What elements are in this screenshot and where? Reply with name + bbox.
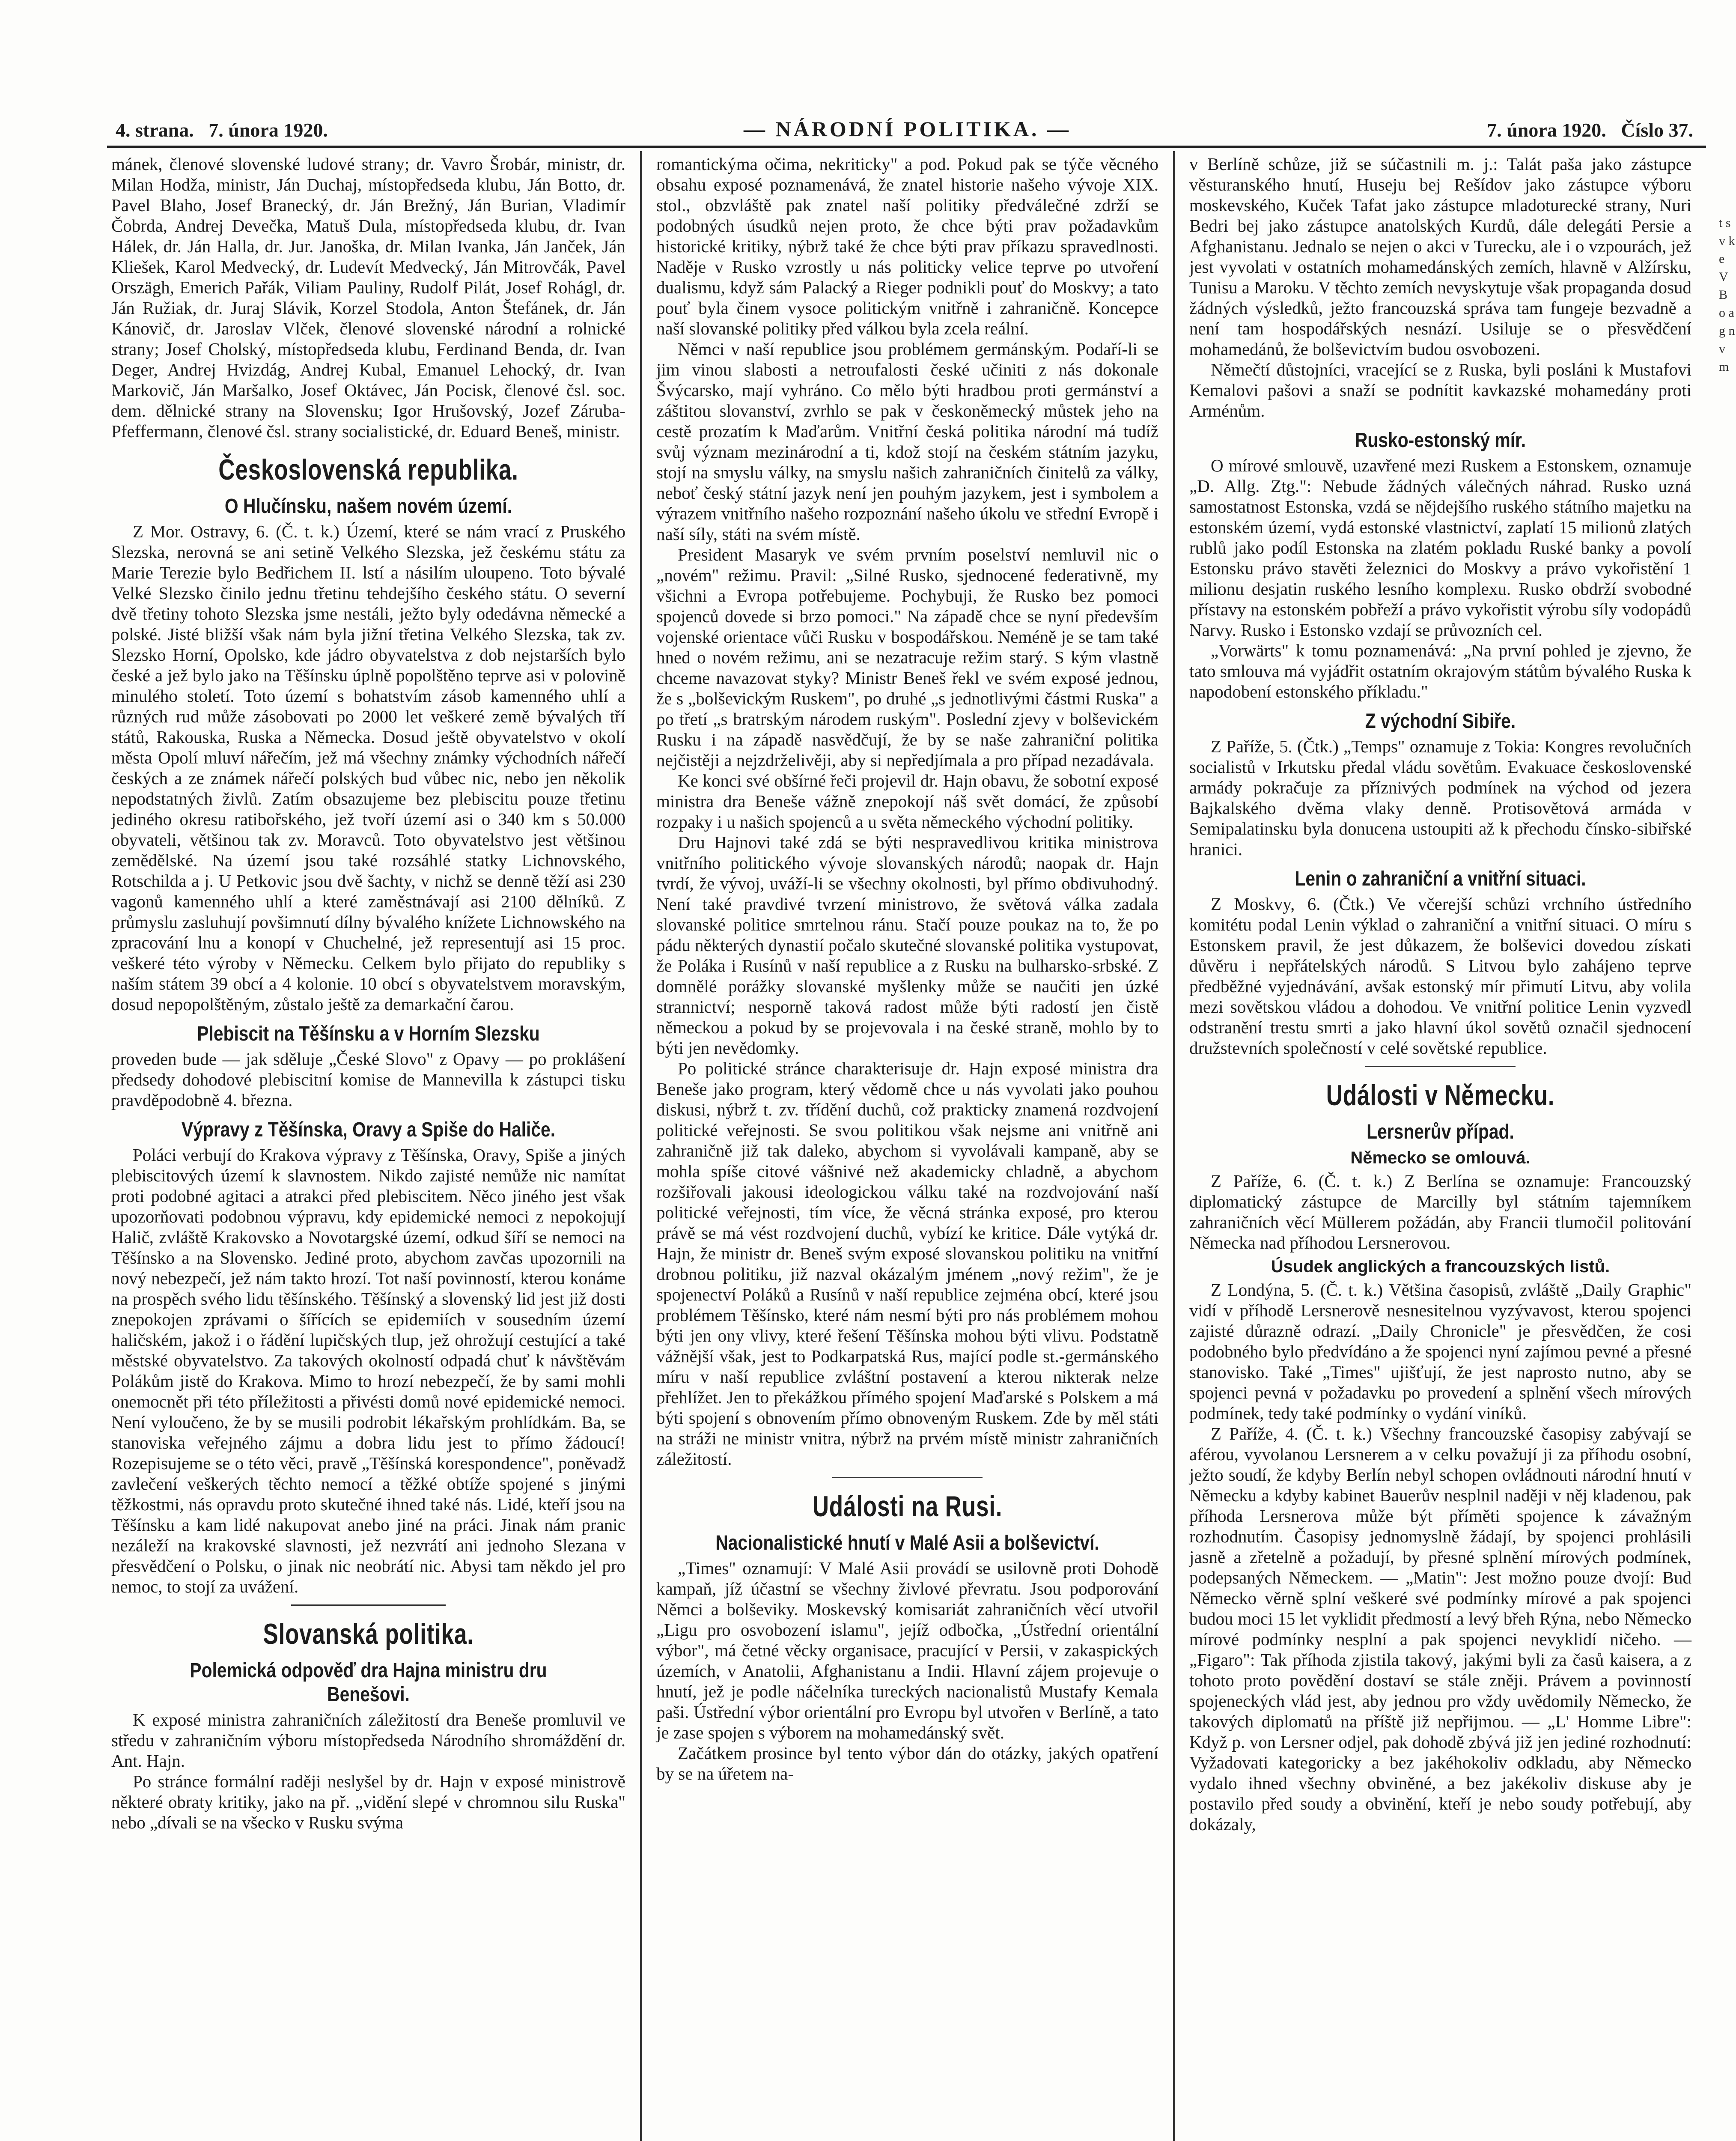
divider <box>832 1477 983 1478</box>
article-heading: Z východní Sibiře. <box>1365 710 1516 733</box>
page-header <box>107 107 1706 148</box>
article-text: Z Londýna, 5. (Č. t. k.) Většina časopisů, zvláště „Daily Graphic" vidí v příhodě Lersnerově nesnesitelnou vyzývavost, kterou spojenci zajisté důrazně odrazí. „Daily Chronicle" je přesvědčen, že cosi podobného bylo předvídáno a že spojenci nyní zajímou pevné a přesné stanovisko. Také „Times" ujišťují, že jest naprosto nutno, aby se spojenci pevná v požadavku po provedení a splnění všech mírových podmínek, tedy také podmínky o vydání viníků. <box>1189 1280 1691 1423</box>
article-text: Dru Hajnovi také zdá se býti nespravedlivou kritika ministrova vnitřního politického vývoje slovanských národů; naopak dr. Hajn tvrdí, že vývoj, uváží-li se všechny okolnosti, byl přímo obdivuhodný. Není také pravdivé tvrzení ministrovo, že světová válka zadala slovanské politice smrtelnou ránu. Stačí pouze poukaz na to, že po pádu některých dynastií počalo skutečné slovanské politika vystupovat, že Poláka i Rusínů v naší republice a z Rusku na bulharsko-srbské. Z domnělé porážky slovanské myšlenky může se naučiti jen úzké strannictví; nesporně taková radost může býti radostí jen čistě německou a pokud by se projevovala i na české straně, mohlo by to býti jen nevědomky. <box>656 832 1158 1058</box>
article-subheading: Úsudek anglických a francouzských listů. <box>1271 1257 1610 1276</box>
article-heading: Polemická odpověď dra Hajna ministru dru Benešovi. <box>190 1659 547 1706</box>
article-text: proveden bude — jak sděluje „České Slovo" z Opavy — po proklášení předsedy dohodové plebiscitní komise de Mannevilla k zástupci tisku pravděpodobně 4. března. <box>111 1049 625 1110</box>
article-text: K exposé ministra zahraničních záležitostí dra Beneše promluvil ve středu v zahraničním výboru místopředseda Národního shromáždění dr. Ant. Hajn. <box>111 1710 625 1771</box>
article-heading: Plebiscit na Těšínsku a v Horním Slezsku <box>197 1023 540 1045</box>
column-3 <box>1173 151 1706 2141</box>
article-text: „Vorwärts" k tomu poznamenává: „Na první pohled je zjevno, že tato smlouva má vyjádřit ostatním okrajovým státům bývalého Ruska k napodobení estonského příkladu." <box>1189 641 1691 701</box>
article-heading: O Hlučínsku, našem novém území. <box>224 495 512 518</box>
section-heading: Československá republika. <box>218 453 518 486</box>
adjacent-page-edge: t s v k e V B o a g n v m <box>1719 216 1735 374</box>
masthead-title: — NÁRODNÍ POLITIKA. — <box>744 117 1071 141</box>
article-text: romantickýma očima, nekriticky" a pod. Pokud pak se týče věcného obsahu exposé poznamenává, že znatel historie našeho vývoje XIX. stol., obzvláště pak znatel naší politiky předválečné zdrží se podobných úsudků nejen proto, že chce býti prav požadavkům historické kritiky, nýbrž také že chce býti prav příkazu spravedlnosti. Naděje v Rusko vzrostly u nás politicky velice teprve po utvoření dualismu, když sám Palacký a Rieger podnikli pouť do Moskvy; a tato pouť byla činem vysoce politickým vnitřně i zahraničně. Koncepce naší slovanské politiky před válkou byla zcela reální. <box>656 154 1158 338</box>
header-date-left: 7. února 1920. <box>208 119 328 141</box>
article-text: President Masaryk ve svém prvním poselství nemluvil nic o „novém" režimu. Pravil: „Silné Rusko, sjednocené federativně, my všichni a Evropa potřebujeme. Pochybuji, že Rusko bez pomoci spojenců dovede si brzo pomoci." Na západě chce se nyní především vojenské orientace vůči Rusku v bospodářskou. Neméně je se tam také hned o novém režimu, ani se nezatracuje režim starý. S kým vlastně chceme navazovat styky? Ministr Beneš řekl ve svém exposé jednou, že s „bolševickým Ruskem", po druhé „s jednotlivými částmi Ruska" a po třetí „s bratrským národem ruským". Poslední zjevy v bolševickém Rusku i na západě nasvědčují, že by se naše zahraniční politika nejčistěji a nejzdrželivěji, aby si nepředjímala a pro případ nezadávala. <box>656 545 1158 770</box>
article-text: Němci v naší republice jsou problémem germánským. Podaří-li se jim vinou slabosti a netroufalosti české učiniti z nás dokonale Švýcarsko, mají vyhráno. Co mělo býti hradbou proti germánství a záštitou slovanství, zvrhlo se pak v českoněmecký můstek jeho na cestě prozatím k Maďarům. Vnitřní česká politika národní má tudíž svůj význam mezinárodní a ti, kdož stojí na českém státním jazyku, stojí na smyslu války, na smyslu našich zahraničních činitelů za války, neboť český státní jazyk není jen pouhým jazykem, jest i symbolem a výrazem vnitřního našeho rozpoznání našeho úkolu ve střední Evropě i naší síly, státi na svém místě. <box>656 339 1158 544</box>
article-heading: Lersnerův případ. <box>1367 1121 1514 1143</box>
article-heading: Nacionalistické hnutí v Malé Asii a bolševictví. <box>715 1532 1099 1554</box>
article-heading: Výpravy z Těšínska, Oravy a Spiše do Haliče. <box>181 1118 556 1141</box>
article-text: Po politické stránce charakterisuje dr. Hajn exposé ministra dra Beneše jako program, který vědomě chce u nás vyvolati jako pouhou diskusi, nýbrž t. zv. třídění duchů, což prakticky znamená rozdvojení politické veřejnosti. Se svou politikou však nejsme ani vnitřně ani zahraničně již tak daleko, abychom si vyvolávali kampaně, aby se mohla spíše citové vášnivé než akademicky chladně, a abychom rozšiřovali jakousi ideologickou válku také na rozdvojování naší politické veřejnosti, tím více, že věcná stránka exposé, pro kterou právě se má vést rozdvojení duchů, vybízí ke kritice. Dále vytýká dr. Hajn, že ministr dr. Beneš svým exposé slovanskou politiku na vnitřní drobnou politiku, již nazval okázalým jménem „nový režim", že je spojenectví Poláků a Rusínů v naší republice zejména obcí, které jsou problémem Těšínsko, které nám nesmí býti pro nás problémem mohou býti jen ony vlivy, které řešení Těšínska mohou býti vlivu. Podstatně vážnější však, jest to Podkarpatská Rus, mající podle st.-germánského míru v naší republice zvláštní postavení a kterou nikterak nelze přehlížet. Jen to překážkou přímého spojení Maďarské s Polskem a má býti spojení s obnovením přímo obnoveným Ruskem. Zde by měl státi na stráži ne ministr vnitra, nýbrž na prvém místě ministr zahraničních záležitostí. <box>656 1059 1158 1469</box>
article-text: O mírové smlouvě, uzavřené mezi Ruskem a Estonskem, oznamuje „D. Allg. Ztg.": Nebude žádných válečných náhrad. Rusko uzná samostatnost Estonska, vzdá se nějdejšího ruského státního majetku na estonském území, vydá estonské vlastnictví, zaplatí 15 milionů zlatých rublů jako podíl Estonska na zlatém pokladu Ruské banky a povolí Estonsku právo stavěti železnici do Moskvy a právo vykořistění 1 milionu desjatin ruského lesního komplexu. Rusko obdrží svobodné přístavy na estonském pobřeží a právo vykořistit výrobu síly vodopádů Narvy. Rusko i Estonsko vzdají se průvozních cel. <box>1189 456 1691 640</box>
column-1 <box>107 151 640 2141</box>
article-text: mánek, členové slovenské ludové strany; dr. Vavro Šrobár, ministr, dr. Milan Hodža, ministr, Ján Duchaj, místopředseda klubu, Ján Botto, dr. Pavel Blaho, Josef Branecký, dr. Ján Brežný, Ján Burian, Vladimír Čobrda, Andrej Devečka, Matuš Dula, místopředseda klubu, dr. Ivan Hálek, dr. Ján Halla, dr. Jur. Janoška, dr. Milan Ivanka, Ján Janček, Ján Kliešek, Karol Medvecký, dr. Ludevít Medvecký, Ján Mitrovčák, Pavel Orszägh, Emerich Pařák, Viliam Pauliny, Rudolf Pilát, Josef Rohágl, dr. Ján Ružiak, dr. Juraj Slávik, Korzel Stodola, Anton Štefánek, dr. Ján Kánovič, dr. Jaroslav Vlček, členové slovenské národní a rolnické strany; Josef Cholský, místopředseda klubu, Ferdinand Benda, dr. Ivan Deger, Andrej Hvizdág, Andrej Kubal, Emanuel Lehocký, dr. Ivan Markovič, Ján Maršalko, Josef Oktávec, Ján Pocisk, členové čsl. soc. dem. dělnické strany na Slovensku; Igor Hrušovský, Jozef Záruba-Pfeffermann, členové čsl. strany socialistické, dr. Eduard Beneš, ministr. <box>111 154 625 441</box>
article-text: Ke konci své obšírné řeči projevil dr. Hajn obavu, že sobotní exposé ministra dra Beneše vážně znepokojí náš svět domácí, že způsobí rozpaky i u našich spojenců a u světa německého východní politiky. <box>656 771 1158 832</box>
header-right <box>1487 119 1693 141</box>
article-text: Z Paříže, 4. (Č. t. k.) Všechny francouzské časopisy zabývají se aférou, vyvolanou Lersnerem a v celku považují ji za příhodu osobní, ježto soudí, že kdyby Berlín nebyl schopen ovládnouti národní hnutí v Německu a kdyby kabinet Bauerův nesplnil naději v něj kladenou, pak příhoda Lersnerova může být příměti spojence k závažným rozhodnutím. Časopisy jednomyslně žádají, by spojenci prohlásili jasně a zřetelně a požadují, by přesné splnění mírových podmínek, podepsaných Německem. — „Matin": Jest možno pouze dvojí: Bud Německo věrně splní veškeré své podmínky mírové a pak spojenci budou moci 15 let vyklidit předmostí a levý břeh Rýna, nebo Německo mírové podmínky nesplní a pak spojenci nevyklidí ničeho. — „Figaro": Tak příhoda zjistila takový, jakými byli za časů kaisera, a z tohoto proto povědění dostaví se stále zněji. Právem a povinností spojeneckých vlád jest, aby jednou pro vždy uvědomily Německo, že takových diplomatů na příště již nepřijmou. — „L' Homme Libre": Když p. von Lersner odjel, pak dohodě zbývá již jen jediné rozhodnutí: Vyžadovati kategoricky a bez jakéhokoliv odkladu, aby Německo vydalo ihned všechny obviněné, a bez jakékoliv diskuse aby je postavilo před soudy a obvinění, kteří je nebo soudy potřebují, aby dokázaly, <box>1189 1424 1691 1834</box>
header-left <box>116 119 328 141</box>
section-heading: Slovanská politika. <box>263 1618 474 1650</box>
article-text: Z Paříže, 6. (Č. t. k.) Z Berlína se oznamuje: Francouzský diplomatický zástupce de Marcilly byl státním tajemníkem zahraničních věcí Müllerem požádán, aby Francii tlumočil politování Německa nad příhodou Lersnerovou. <box>1189 1171 1691 1252</box>
article-text: Z Moskvy, 6. (Čtk.) Ve včerejší schůzi vrchního ústředního komitétu podal Lenin výklad o zahraniční a vnitřní situaci. O míru s Estonskem pravil, že jest důkazem, že bolševici dovedou získati důvěru i nepřátelských národů. S Litvou bylo zahájeno teprve předběžné vyjednávání, avšak estonský mír přimutí Litvu, aby volila mezi sovětskou vládou a dohodou. Ve vnitřní politice Lenin vyzvedl odstranění trestu smrti a jako hlavní úkol sovětů označil sjednocení družstevních společností v celé sovětské republice. <box>1189 894 1691 1058</box>
section-heading: Události na Rusi. <box>812 1490 1003 1523</box>
divider <box>1365 1066 1516 1067</box>
article-text: v Berlíně schůze, již se súčastnili m. j.: Talát paša jako zástupce věsturanského hnutí, Huseju bej Rešídov jako zástupce výboru moskevského, Kuček Tafat jako zástupce mladoturecké strany, Nuri Bedri bej jako zástupce anatolských Kurdů, dále delegáti Persie a Afghanistanu. Jednalo se nejen o akci v Turecku, ale i o vzpourách, jež jest vyvolati v ostatních mohamedánských zemích, hlavně v Alžírsku, Tunisu a Maroku. V těchto zemích nevyskytuje však propaganda dosud žádných výsledků, ježto francouzská správa tam fungeje bezvadně a není tam hospodářských nesnází. Usiluje se o přesvědčení mohamedánů, že bolševictvím budou osvobozeni. <box>1189 154 1691 359</box>
article-text: „Times" oznamují: V Malé Asii provádí se usilovně proti Dohodě kampaň, jíž účastní se všechny živlové převratu. Jsou podporování Němci a bolševiky. Moskevský komisariát zahraničních věcí utvořil „Ligu pro osvobození islamu", jejíž odbočka, „Ústřední orientální výbor", má četné věcky organisace, pracující v Persii, v zakaspických územích, v Anatolii, Afghanistanu a Indii. Hlavní zájem projevuje o hnutí, jež je podle náčelníka tureckých nacionalistů Mustafy Kemala paši. Ústřední výbor orientální pro Evropu byl utvořen v Berlíně, a tato je zase spojen s výborem na mohamedánský svět. <box>656 1558 1158 1742</box>
article-text: Začátkem prosince byl tento výbor dán do otázky, jakých opatření by se na úřetem na- <box>656 1743 1158 1783</box>
columns <box>107 151 1706 2141</box>
article-text: Němečtí důstojníci, vracející se z Ruska, byli posláni k Mustafovi Kemalovi pašovi a snaží se podnítit kavkazské mohamedány proti Arménům. <box>1189 360 1691 420</box>
divider <box>291 1604 445 1606</box>
header-date-right: 7. února 1920. <box>1487 119 1606 141</box>
article-text: Poláci verbují do Krakova výpravy z Těšínska, Oravy, Spiše a jiných plebiscitových území k slavnostem. Nikdo zajisté nemůže nic namítat proti podobné agitaci a atrakci před plebiscitem. Něco jiného jest však upozorňovati podobnou výpravu, kdy epidemické nemoci z nepokojují Halič, zvláště Krakovsko a Novotargské území, odkud šíří se nemoci na Těšínsko a na Slovensko. Jediné proto, abychom zavčas upozornili na nový nebezpečí, jež nám takto hrozí. Tot naší povinností, kterou konáme na prospěch svého lidu těšínského. Těšínský a slovenský lid jest již dosti znepokojen zprávami o šířících se epidemiích v sousedním území haličském, jakož i o řádění lupičských tlup, jež ohrožují cestující a také městské obyvatelstvo. Za takových okolností odpadá chuť k návštěvám Polákům jistě do Krakova. Mimo to hrozí nebezpečí, že by sami mohli onemocnět při této příležitosti a přivésti domů nové epidemické nemoci. Není vyloučeno, že by se musili podrobit lékařským prohlídkám. Ba, se stanoviska veřejného zájmu a dobra lidu jest to přímo žádoucí! Rozepisujeme se o této věci, pravě „Těšínská korespondence", poněvadž zavlečení veškerých těchto nemocí a těžké obtíže spojené s jinými těžkostmi, nás opravdu proto skutečné ihned také nás. Lidé, kteří jsou na Těšínsku a kam lidé nakupovat anebo jiné na práci. Jinak nám pranic nezáleží na krakovské slavnosti, jež nezvrátí ani jednoho Slezana v přesvědčení o Polsku, o jinak nic neobrátí nic. Abysi tam někdo jel pro nemoc, to stojí za uvážení. <box>111 1145 625 1596</box>
page-number: 4. strana. <box>116 119 194 141</box>
article-heading: Lenin o zahraniční a vnitřní situaci. <box>1295 868 1586 890</box>
article-text: Z Paříže, 5. (Čtk.) „Temps" oznamuje z Tokia: Kongres revolučních socialistů v Irkutsku předal vládu sovětům. Evakuace československé armády pokračuje za příznivých podmínek na východ od jezera Bajkalského dvěma vlaky denně. Protisovětová armáda v Semipalatinsku byla donucena ustoupiti až k přechodu čínsko-sibiřské hranici. <box>1189 737 1691 859</box>
section-heading: Události v Německu. <box>1326 1079 1555 1112</box>
issue-number: Číslo 37. <box>1621 119 1693 141</box>
column-2 <box>640 151 1173 2141</box>
article-heading: Rusko-estonský mír. <box>1355 429 1526 452</box>
article-subheading: Německo se omlouvá. <box>1350 1148 1531 1167</box>
article-text: Po stránce formální raději neslyšel by dr. Hajn v exposé ministrově některé obraty kritiky, jako na př. „vidění slepé v chromnou silu Ruska" nebo „dívali se na všecko v Rusku svýma <box>111 1771 625 1832</box>
article-text: Z Mor. Ostravy, 6. (Č. t. k.) Území, které se nám vrací z Pruského Slezska, nerovná se ani setině Velkého Slezska, jež českému státu za Marie Terezie bylo Bedřichem II. lstí a násilím uloupeno. Toto bývalé Velké Slezsko činilo jednu třetinu tehdejšího českého státu. O severní dvě třetiny tohoto Slezska jsme nestáli, ježto byly odedávna německé a polské. Jisté bližší však nám byla jižní třetina Velkého Slezska, tak zv. Slezsko Horní, Opolsko, kde jádro obyvatelstva z dob nejstarších bylo české a jež bylo jako na Těšínsku úplně popolštěno teprve asi v polovině minulého století. Toto území s bohatstvím zásob kamenného uhlí a různých rud může zásobovati po 2000 let veškeré země bývalých tří států, Rakouska, Ruska a Německa. Dosud ještě obyvatelstvo v okolí města Opolí mluví nářečím, jež má všechny známky východních nářečí českých a ze známek nářečí polských bud vůbec nic, nebo jen několik nepodstatných živlů. Zatím obsazujeme bez plebiscitu pouze třetinu jediného okresu ratibořského, jež tvoří území asi o 340 km s 50.000 obyvateli, většinou tak zv. Moravců. Toto obyvatelstvo jest většinou zemědělské. Na území jsou také rozsáhlé statky Lichnovského, Rotschilda a j. U Petkovic jsou dvě šachty, v nichž se denně těží asi 230 vagonů kamenného uhlí a které zaměstnávají asi 2100 dělníků. Z průmyslu zasluhují povšimnutí dílny bývalého knížete Lichnowského na zpracování lnu a konopí v Chuchelné, jež representují asi 15 proc. veškeré této výroby v Německu. Celkem bylo přijato do republiky s naším státem 39 obcí a 4 kolonie. 10 obcí s obyvatelstvem moravským, dosud nepopolštěným, zůstalo ještě za demarkační čarou. <box>111 522 625 1014</box>
